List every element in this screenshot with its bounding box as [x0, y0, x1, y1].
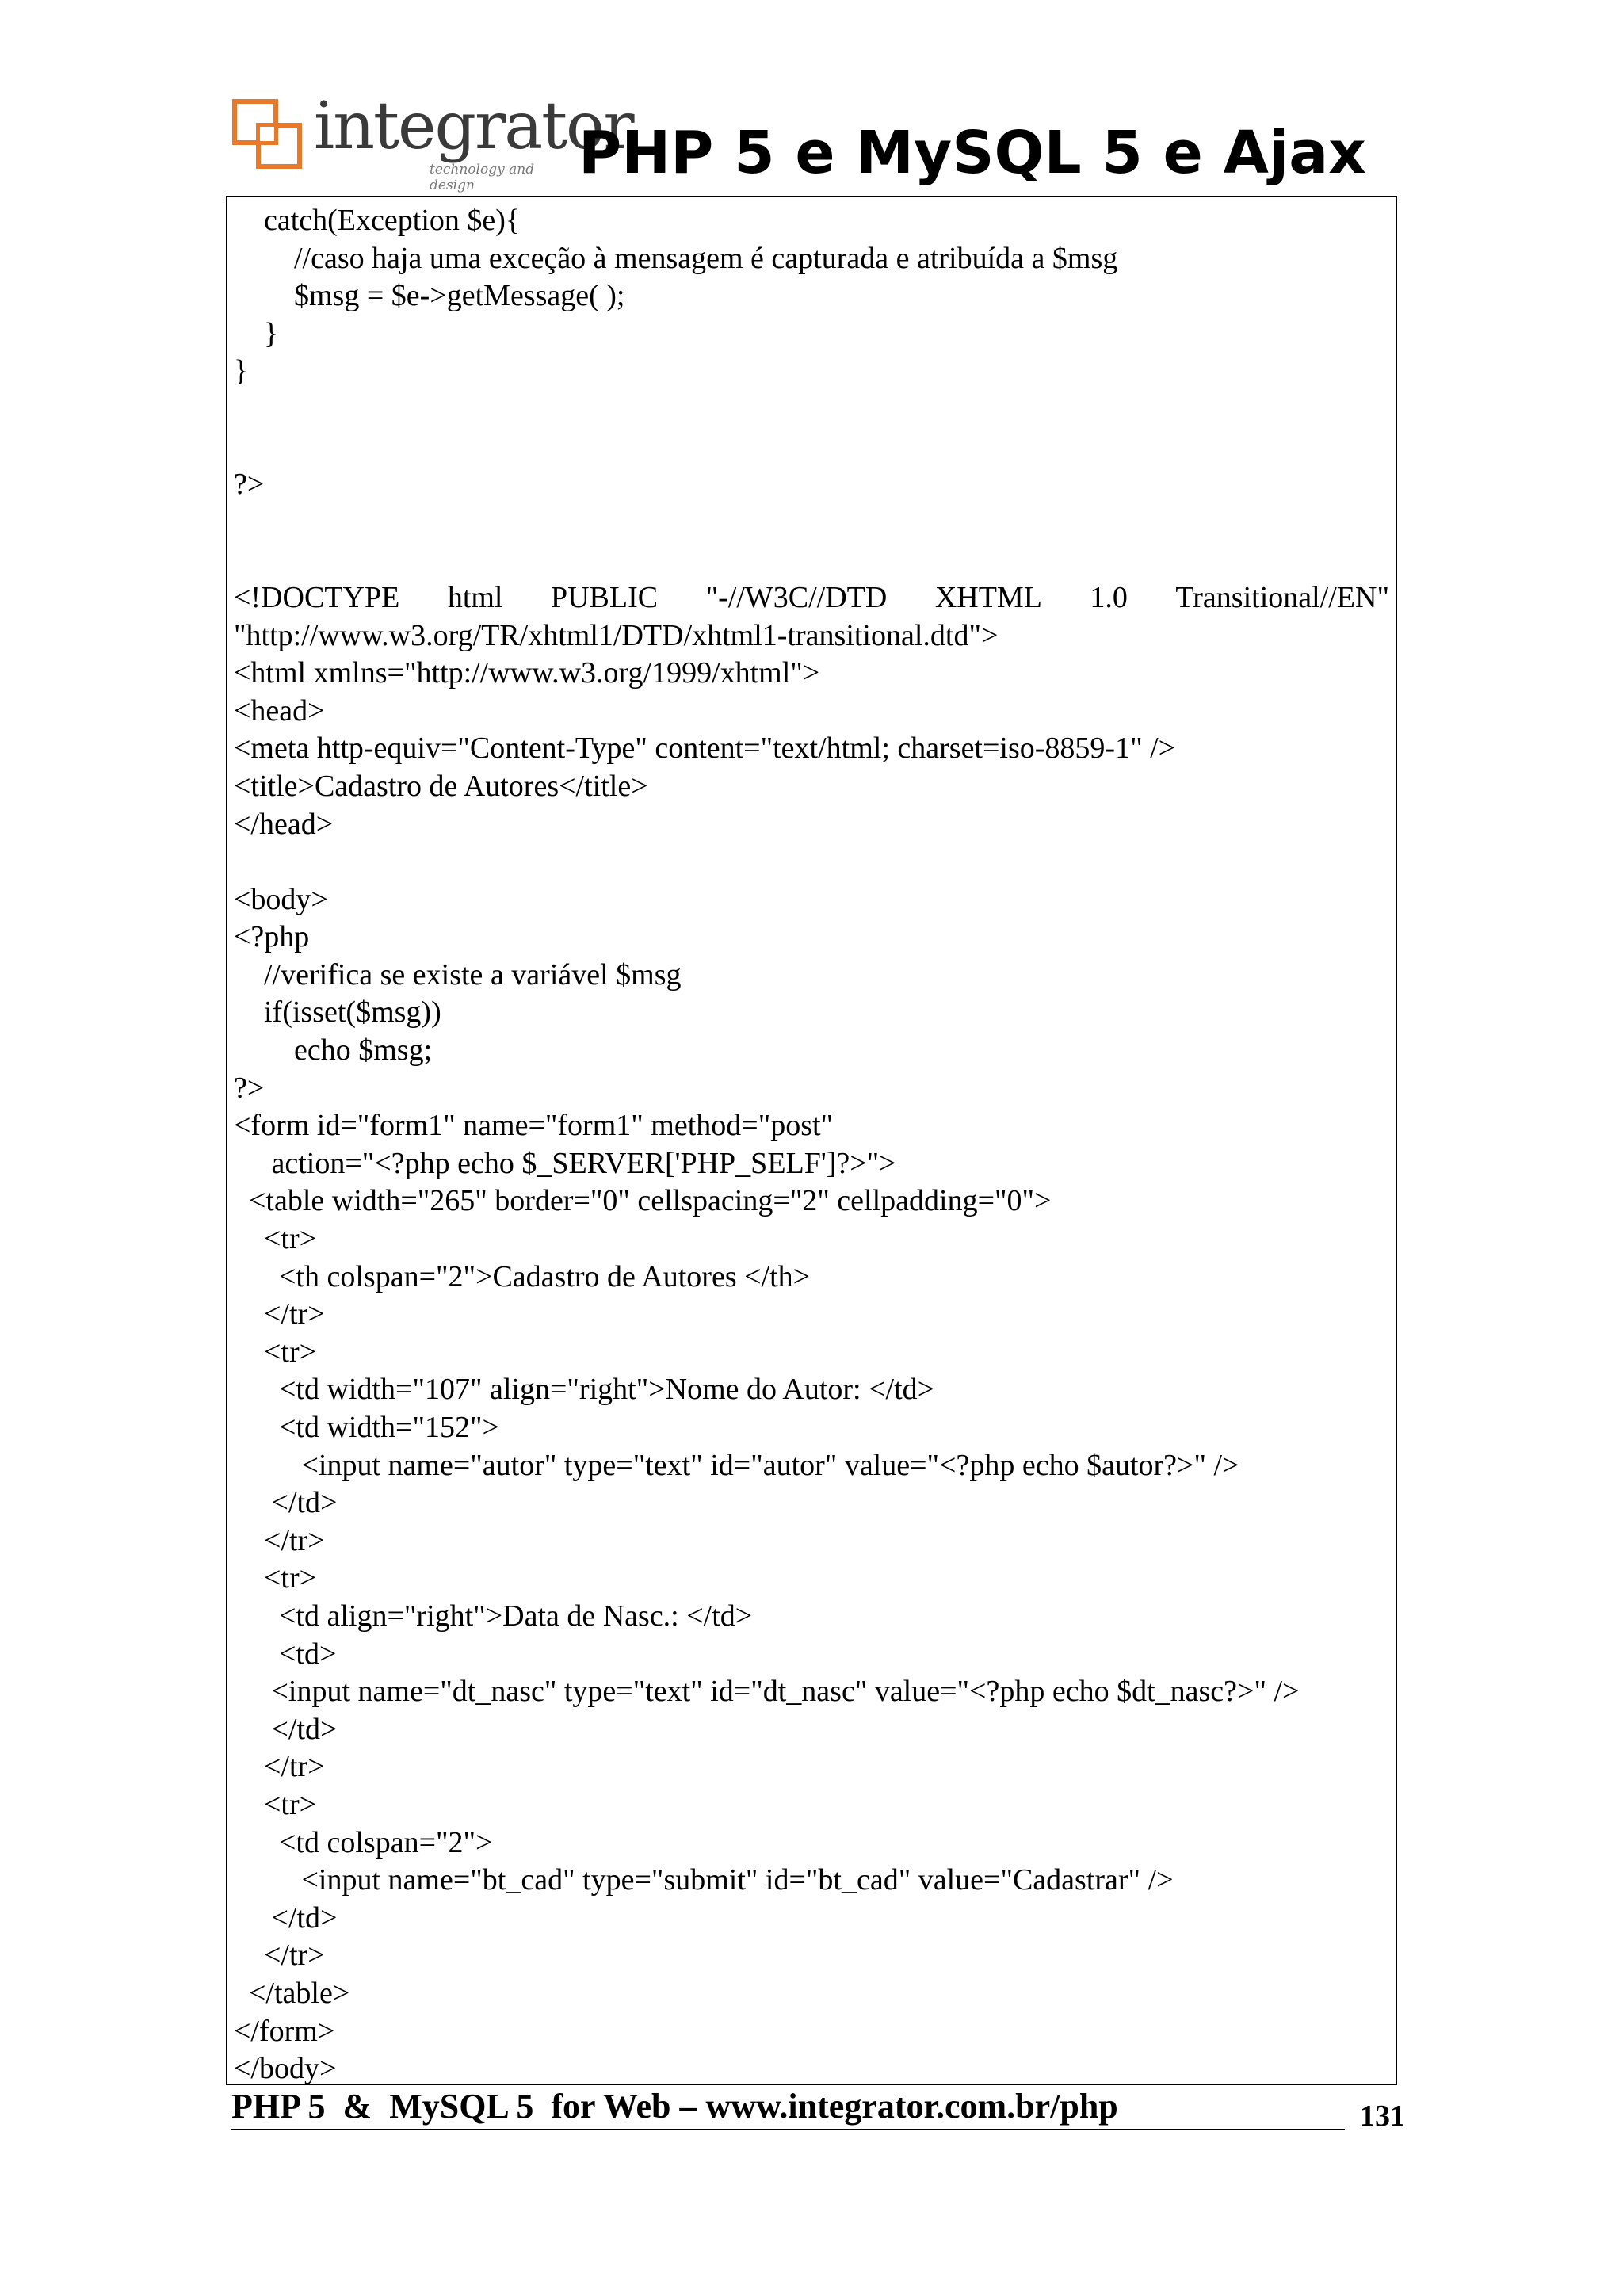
code-line: <body> — [234, 882, 328, 916]
code-line: "http://www.w3.org/TR/xhtml1/DTD/xhtml1-transitional.dtd"> — [234, 618, 999, 652]
code-line: <?php — [234, 920, 310, 954]
footer-rule — [231, 2129, 1345, 2130]
code-line: <td width="152"> — [234, 1411, 499, 1444]
code-line — [234, 579, 1389, 617]
code-line: echo $msg; — [234, 1033, 433, 1068]
code-line — [234, 504, 1389, 542]
code-line: <title>Cadastro de Autores</title> — [234, 769, 648, 803]
code-line: </td> — [234, 1901, 338, 1935]
code-line: ?> — [234, 468, 265, 502]
logo-wordmark: integrator — [314, 89, 633, 164]
code-line: $msg = $e->getMessage( ); — [234, 279, 625, 313]
code-listing — [234, 202, 1389, 2088]
code-token: "-//W3C//DTD — [705, 580, 888, 614]
code-line: </table> — [234, 1976, 350, 2010]
code-line: </tr> — [234, 1939, 325, 1973]
code-token: 1.0 — [1090, 580, 1128, 614]
code-line: <td colspan="2"> — [234, 1825, 493, 1859]
code-token: PUBLIC — [550, 580, 659, 614]
code-line: <form id="form1" name="form1" method="post" — [234, 1109, 834, 1143]
code-line: if(isset($msg)) — [234, 995, 441, 1030]
integrator-logo — [231, 89, 633, 193]
code-line: <input name="autor" type="text" id="autor" value="<?php echo $autor?>" /> — [234, 1448, 1239, 1482]
code-line: action="<?php echo $_SERVER['PHP_SELF']?>"> — [234, 1146, 896, 1180]
code-line: <table width="265" border="0" cellspacing="2" cellpadding="0"> — [234, 1184, 1052, 1218]
code-line — [234, 843, 1389, 881]
code-line — [234, 391, 1389, 429]
code-line — [234, 429, 1389, 467]
code-line: </tr> — [234, 1297, 325, 1331]
code-line: } — [234, 354, 249, 388]
code-token: html — [447, 580, 503, 614]
code-token: <!DOCTYPE — [234, 580, 400, 614]
code-line: //caso haja uma exceção à mensagem é capturada e atribuída a $msg — [234, 241, 1118, 275]
code-listing-box — [226, 196, 1397, 2085]
code-line — [234, 541, 1389, 579]
code-line: </tr> — [234, 1750, 325, 1784]
code-line: <tr> — [234, 1787, 317, 1821]
code-line: </td> — [234, 1486, 338, 1520]
page-number: 131 — [1360, 2099, 1405, 2133]
code-line: </head> — [234, 807, 334, 841]
book-title: PHP 5 e MySQL 5 e Ajax — [579, 119, 1366, 187]
code-line: <input name="bt_cad" type="submit" id="bt_cad" value="Cadastrar" /> — [234, 1863, 1174, 1897]
logo-tagline: technology and design — [430, 162, 535, 193]
code-line: <html xmlns="http://www.w3.org/1999/xhtml"> — [234, 656, 820, 690]
logo-squares-icon — [231, 98, 303, 170]
code-line: } — [234, 316, 279, 350]
code-line: </tr> — [234, 1523, 325, 1557]
code-line: </td> — [234, 1712, 338, 1746]
code-line: <tr> — [234, 1335, 317, 1369]
code-token: Transitional//EN" — [1175, 580, 1389, 614]
code-line: catch(Exception $e){ — [234, 204, 521, 237]
code-line: //verifica se existe a variável $msg — [234, 957, 682, 991]
footer-text: PHP 5 & MySQL 5 for Web – www.integrator.com.br/php — [231, 2087, 1118, 2126]
code-line: <td width="107" align="right">Nome do Autor: </td> — [234, 1373, 935, 1407]
code-line: <meta http-equiv="Content-Type" content="text/html; charset=iso-8859-1" /> — [234, 732, 1176, 766]
code-line: <td> — [234, 1637, 337, 1671]
code-line: <tr> — [234, 1222, 317, 1256]
code-line: </form> — [234, 2014, 335, 2048]
code-line: <th colspan="2">Cadastro de Autores </th> — [234, 1259, 811, 1293]
code-line: <td align="right">Data de Nasc.: </td> — [234, 1599, 753, 1633]
code-line: <input name="dt_nasc" type="text" id="dt_nasc" value="<?php echo $dt_nasc?>" /> — [234, 1675, 1300, 1709]
code-line: <tr> — [234, 1561, 317, 1595]
code-line: </body> — [234, 2052, 337, 2086]
code-line: <head> — [234, 693, 325, 728]
code-token: XHTML — [934, 580, 1042, 614]
code-line: ?> — [234, 1071, 265, 1105]
